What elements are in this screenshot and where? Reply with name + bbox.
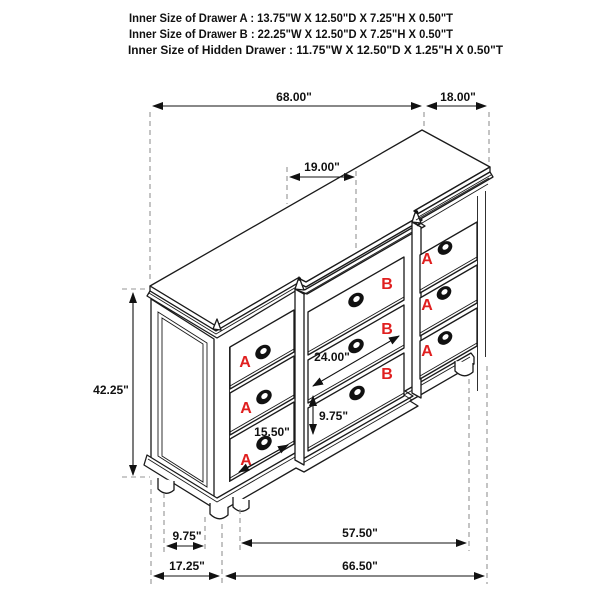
dim-label-middle-drawer-width: 24.00" (314, 350, 350, 364)
label-drawer-a: A (421, 251, 433, 268)
inner-size-header (128, 13, 503, 57)
label-drawer-a: A (240, 452, 252, 469)
dim-label-top-width: 68.00" (276, 90, 312, 104)
label-drawer-a: A (421, 297, 433, 314)
label-drawer-a: A (240, 400, 252, 417)
dim-label-middle-drawer-height: 9.75" (319, 409, 349, 423)
dim-label-middle-top-width: 19.00" (304, 160, 340, 174)
dim-label-foot-spacing: 9.75" (172, 529, 202, 543)
inner-size-hidden-drawer: Inner Size of Hidden Drawer : 11.75"W X 12.50"D X 1.25"H X 0.50"T (128, 45, 503, 57)
dim-label-overall-width: 66.50" (342, 559, 378, 573)
dim-label-left-drawer-width: 15.50" (254, 425, 290, 439)
post-finial-tip (298, 277, 301, 280)
label-drawer-b: B (381, 321, 393, 338)
label-drawer-a: A (239, 354, 251, 371)
foot-middle-left (233, 497, 249, 511)
post-body (295, 289, 304, 465)
dresser-drawing (144, 130, 493, 519)
label-drawer-b: B (381, 366, 393, 383)
post-finial-tip (415, 210, 418, 213)
dim-label-side-depth: 17.25" (169, 559, 205, 573)
foot-right (455, 361, 473, 376)
inner-size-drawer-b: Inner Size of Drawer B : 22.25"W X 12.50"D X 7.25"H X 0.50"T (129, 29, 453, 41)
label-drawer-b: B (381, 276, 393, 293)
dim-label-base-width: 57.50" (342, 526, 378, 540)
left-middle-post (295, 277, 304, 465)
inner-size-drawer-a: Inner Size of Drawer A : 13.75"W X 12.50"D X 7.25"H X 0.50"T (129, 13, 453, 25)
dim-label-height: 42.25" (93, 383, 129, 397)
dim-label-top-depth: 18.00" (440, 90, 476, 104)
label-drawer-a: A (421, 343, 433, 360)
